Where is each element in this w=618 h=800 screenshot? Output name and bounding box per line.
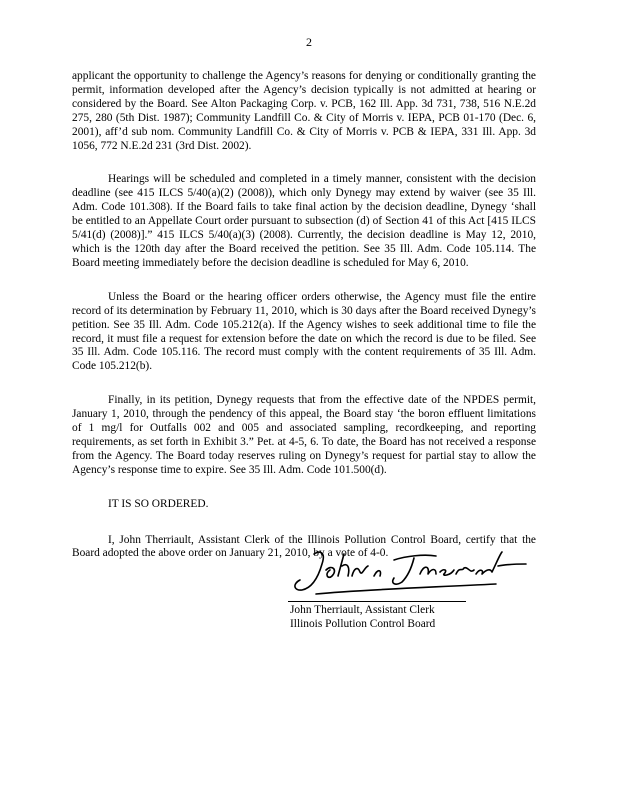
signature-line bbox=[288, 601, 466, 602]
signature-block bbox=[290, 604, 435, 632]
order-statement: IT IS SO ORDERED. bbox=[108, 497, 209, 510]
paragraph-record-admission: applicant the opportunity to challenge the Agency’s reasons for denying or conditionally granting the permit, information developed after the Agency’s decision typically is not admitted at hearing or considered by the Board. See Alton Packaging Corp. v. PCB, 162 Ill. App. 3d 731, 738, 516 N.E.2d 275, 280 (5th Dist. 1987); Community Landfill Co. & City of Morris v. IEPA, PCB 01-170 (Dec. 6, 2001), aff’d sub nom. Community Landfill Co. & City of Morris v. PCB & IEPA, 331 Ill. App. 3d 1056, 772 N.E.2d 231 (3rd Dist. 2002). bbox=[72, 70, 536, 152]
paragraph-stay-request: Finally, in its petition, Dynegy requests that from the effective date of the NPDES permit, January 1, 2010, through the pendency of this appeal, the Board stay ‘the boron effluent limitations of 1 mg/l for Outfalls 002 and 005 and associated sampling, recordkeeping, and reporting requirements, as set forth in Exhibit 3.” Pet. at 4-5, 6. To date, the Board has not received a response from the Agency. The Board today reserves ruling on Dynegy’s request for partial stay to allow the Agency’s response time to expire. See 35 Ill. Adm. Code 101.500(d). bbox=[72, 394, 536, 476]
document-body bbox=[72, 70, 536, 581]
signer-name: John Therriault, Assistant Clerk bbox=[290, 604, 435, 616]
page-number: 2 bbox=[306, 35, 312, 49]
signer-organization: Illinois Pollution Control Board bbox=[290, 617, 436, 630]
paragraph-hearings: Hearings will be scheduled and completed in a timely manner, consistent with the decision deadline (see 415 ILCS 5/40(a)(2) (2008)), which only Dynegy may extend by waiver (see 35 Ill. Adm. Code 101.308). If the Board fails to take final action by the decision deadline, Dynegy ‘shall be entitled to an Appellate Court order pursuant to subsection (d) of Section 41 of this Act [415 ILCS 5/41(d) (2008)].” 415 ILCS 5/40(a)(3) (2008). Currently, the decision deadline is May 12, 2010, which is the 120th day after the Board received the petition. See 35 Ill. Adm. Code 105.114. The Board meeting immediately before the decision deadline is scheduled for May 6, 2010. bbox=[72, 173, 536, 269]
signature-image bbox=[286, 540, 536, 602]
paragraph-agency-record: Unless the Board or the hearing officer orders otherwise, the Agency must file the entire record of its determination by February 11, 2010, which is 30 days after the Board received Dynegy’s petition. See 35 Ill. Adm. Code 105.212(a). If the Agency wishes to seek additional time to file the record, it must file a request for extension before the date on which the record is due to be filed. See 35 Ill. Adm. Code 105.116. The record must comply with the content requirements of 35 Ill. Adm. Code 105.212(b). bbox=[72, 290, 536, 373]
handwritten-signature bbox=[286, 540, 536, 602]
certification-paragraph: I, John Therriault, Assistant Clerk of the Illinois Pollution Control Board, certify that the Board adopted the above order on January 21, 2010, by a vote of 4-0. bbox=[72, 533, 536, 560]
